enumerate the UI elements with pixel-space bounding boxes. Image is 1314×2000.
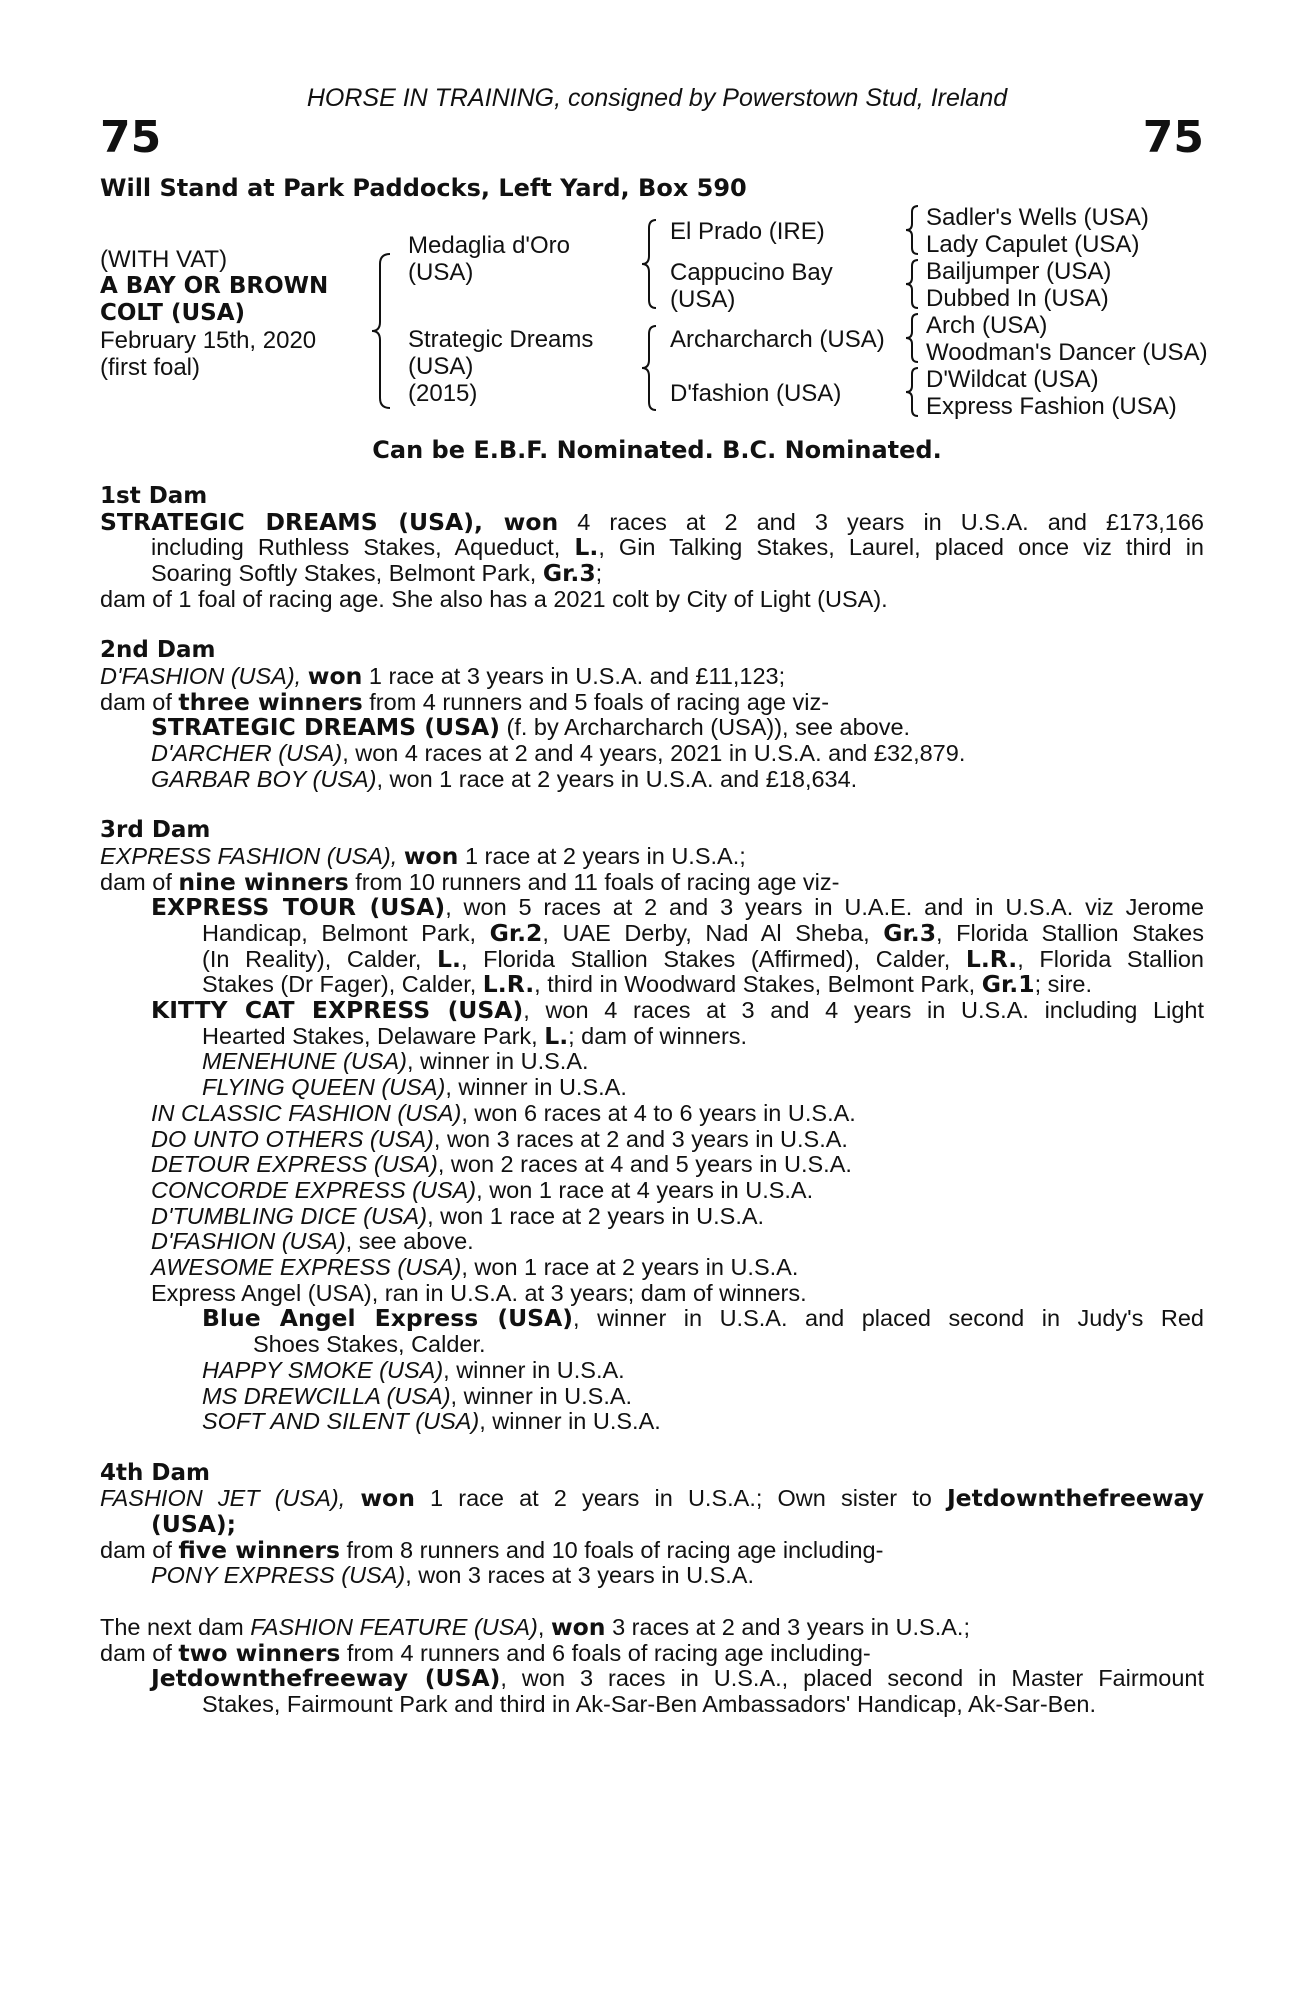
dam4-t4a: PONY EXPRESS (USA) bbox=[151, 1562, 406, 1589]
nd-t1b: FASHION FEATURE (USA) bbox=[250, 1613, 538, 1640]
next-dam-line2 bbox=[100, 1638, 1204, 1667]
nd-t1c: , bbox=[537, 1613, 551, 1640]
dam-country: (USA) bbox=[408, 353, 474, 380]
dam-sire: Archarcharch (USA) bbox=[670, 326, 885, 353]
kc1b: , won 4 races at 3 and 4 years in U.S.A. including Light bbox=[523, 997, 1204, 1024]
dam2-t2c: from 4 runners and 5 foals of racing age viz- bbox=[362, 688, 830, 715]
dam1-t2c: , Gin Talking Stakes, Laurel, placed once viz third in bbox=[598, 534, 1204, 561]
sibling-line5 bbox=[100, 1204, 1204, 1230]
foal-note: (first foal) bbox=[100, 354, 201, 381]
sire-country: (USA) bbox=[408, 259, 474, 286]
sdd: Dubbed In (USA) bbox=[926, 285, 1109, 312]
g3b: , winner in U.S.A. bbox=[479, 1408, 661, 1435]
dam4-line3 bbox=[100, 1535, 1204, 1564]
dam1-t3c: ; bbox=[595, 560, 603, 587]
dam2-line1 bbox=[100, 661, 1204, 690]
sibling-line7 bbox=[100, 1255, 1204, 1281]
et3b: L. bbox=[437, 944, 461, 973]
nomination-note: Can be E.B.F. Nominated. B.C. Nominated. bbox=[372, 436, 942, 464]
horse-name-line2: COLT (USA) bbox=[100, 300, 246, 326]
pedigree-brace-dam bbox=[640, 324, 660, 412]
dam2-t2a: dam of bbox=[100, 688, 179, 715]
dam4-t3c: from 8 runners and 10 foals of racing age including- bbox=[339, 1536, 884, 1563]
et3e: , Florida Stallion bbox=[1017, 945, 1204, 972]
g2b: , winner in U.S.A. bbox=[450, 1382, 633, 1409]
ssd: Lady Capulet (USA) bbox=[926, 231, 1140, 258]
sss: Sadler's Wells (USA) bbox=[926, 204, 1149, 231]
kc1a: KITTY CAT EXPRESS (USA) bbox=[151, 996, 524, 1025]
sire-name: Medaglia d'Oro bbox=[408, 232, 570, 259]
dam4-line2: (USA); bbox=[151, 1510, 237, 1539]
sibling-line6 bbox=[100, 1229, 1204, 1255]
dam3-t2a: dam of bbox=[100, 868, 179, 895]
grand-line1 bbox=[100, 1358, 1204, 1384]
s4a: CONCORDE EXPRESS (USA) bbox=[151, 1176, 477, 1203]
dam1-t3b: Gr.3 bbox=[542, 559, 596, 588]
et3c: , Florida Stallion Stakes (Affirmed), Calder, bbox=[460, 945, 966, 972]
s6a: D'FASHION (USA) bbox=[151, 1228, 346, 1255]
et4c: , third in Woodward Stakes, Belmont Park, bbox=[534, 971, 982, 998]
g1a: HAPPY SMOKE (USA) bbox=[202, 1356, 444, 1383]
next-dam-line3 bbox=[100, 1666, 1204, 1692]
s1b: , won 6 races at 4 to 6 years in U.S.A. bbox=[461, 1099, 856, 1126]
pedigree-brace-ss bbox=[904, 204, 922, 256]
nd-t1d: won bbox=[550, 1612, 606, 1641]
dam2-line3 bbox=[100, 715, 1204, 741]
dam2-line4 bbox=[100, 741, 1204, 767]
dam4-t1b: won bbox=[360, 1484, 415, 1513]
catalogue-body bbox=[100, 484, 1204, 1718]
stand-location: Will Stand at Park Paddocks, Left Yard, Box 590 bbox=[100, 174, 747, 202]
dsd: Woodman's Dancer (USA) bbox=[926, 339, 1208, 366]
sibling-line2 bbox=[100, 1127, 1204, 1153]
ddd: Express Fashion (USA) bbox=[926, 393, 1177, 420]
dds: D'Wildcat (USA) bbox=[926, 366, 1099, 393]
s2a: DO UNTO OTHERS (USA) bbox=[151, 1125, 434, 1152]
dam3-t1c: 1 race at 2 years in U.S.A.; bbox=[458, 842, 746, 869]
et1a: EXPRESS TOUR (USA) bbox=[151, 893, 446, 922]
dam4-t1c: 1 race at 2 years in U.S.A.; Own sister to bbox=[414, 1485, 947, 1512]
g1b: , winner in U.S.A. bbox=[443, 1356, 625, 1383]
catalogue-header: HORSE IN TRAINING, consigned by Powerstown Stud, Ireland bbox=[306, 84, 1008, 112]
dam2-t3b: (f. by Archarcharch (USA)), see above. bbox=[499, 714, 911, 741]
sibling-line3 bbox=[100, 1152, 1204, 1178]
dam1-heading: 1st Dam bbox=[100, 483, 208, 509]
dam2-t5b: , won 1 race at 2 years in U.S.A. and £18,634. bbox=[376, 765, 858, 792]
flying-queen-line bbox=[100, 1075, 1204, 1101]
dam2-t1a: D'FASHION (USA), bbox=[100, 662, 308, 689]
et2d: Gr.3 bbox=[883, 918, 937, 947]
s7b: , won 1 race at 2 years in U.S.A. bbox=[461, 1254, 799, 1281]
dam1-text1: 4 races at 2 and 3 years in U.S.A. and £173,166 bbox=[558, 508, 1205, 535]
dam2-line5 bbox=[100, 767, 1204, 793]
et2e: , Florida Stallion Stakes bbox=[936, 919, 1204, 946]
sibling-line1 bbox=[100, 1101, 1204, 1127]
dam4-line4 bbox=[100, 1563, 1204, 1589]
m1a: MENEHUNE (USA) bbox=[202, 1048, 407, 1075]
horse-name-line1: A BAY OR BROWN bbox=[100, 273, 329, 299]
pedigree-brace-sd bbox=[904, 258, 922, 310]
dam2-line2 bbox=[100, 687, 1204, 716]
dam3-heading: 3rd Dam bbox=[100, 817, 211, 844]
dam2-t3a: STRATEGIC DREAMS (USA) bbox=[151, 713, 500, 742]
dam3-t1a: EXPRESS FASHION (USA), bbox=[100, 842, 404, 869]
pedigree-brace-main bbox=[370, 252, 394, 410]
dam1-line2 bbox=[100, 535, 1204, 561]
dam2-heading: 2nd Dam bbox=[100, 637, 216, 664]
dam4-t3b: five winners bbox=[178, 1535, 340, 1564]
s7a: AWESOME EXPRESS (USA) bbox=[151, 1254, 462, 1281]
nd-t1a: The next dam bbox=[100, 1613, 251, 1640]
lot-number-right: 75 bbox=[1142, 112, 1204, 163]
s2b: , won 3 races at 2 and 3 years in U.S.A. bbox=[433, 1125, 848, 1152]
nd-t3a: Jetdownthefreeway (USA) bbox=[151, 1664, 501, 1693]
et2c: , UAE Derby, Nad Al Sheba, bbox=[542, 919, 884, 946]
m2a: FLYING QUEEN (USA) bbox=[202, 1074, 446, 1101]
grand-line2 bbox=[100, 1384, 1204, 1410]
et2b: Gr.2 bbox=[489, 918, 543, 947]
s3a: DETOUR EXPRESS (USA) bbox=[151, 1151, 438, 1178]
ba1a: Blue Angel Express (USA) bbox=[202, 1304, 574, 1333]
express-tour-line3 bbox=[100, 944, 1204, 973]
dam4-t4b: , won 3 races at 3 years in U.S.A. bbox=[405, 1562, 754, 1589]
et4b: L.R. bbox=[482, 970, 535, 999]
dam2-t1b: won bbox=[307, 661, 363, 690]
nd-t2c: from 4 runners and 6 foals of racing age including- bbox=[340, 1639, 871, 1666]
dam2-t4b: , won 4 races at 2 and 4 years, 2021 in U.S.A. and £32,879. bbox=[342, 740, 966, 767]
kitty-cat-line2 bbox=[100, 1021, 1204, 1050]
et2a: Handicap, Belmont Park, bbox=[202, 919, 490, 946]
et3d: L.R. bbox=[965, 944, 1018, 973]
foaling-date: February 15th, 2020 bbox=[100, 327, 317, 354]
sire-sire: El Prado (IRE) bbox=[670, 218, 825, 245]
pedigree-brace-dd bbox=[904, 366, 922, 418]
s5b: , won 1 race at 2 years in U.S.A. bbox=[427, 1202, 765, 1229]
kc2a: Hearted Stakes, Delaware Park, bbox=[202, 1022, 545, 1049]
et1b: , won 5 races at 2 and 3 years in U.A.E. and in U.S.A. viz Jerome bbox=[445, 894, 1204, 921]
dam1-line1 bbox=[100, 507, 1205, 536]
m1b: , winner in U.S.A. bbox=[406, 1048, 589, 1075]
dam2-t2b: three winners bbox=[178, 687, 363, 716]
dam1-t3a: Soaring Softly Stakes, Belmont Park, bbox=[151, 560, 543, 587]
dam3-t1b: won bbox=[403, 841, 459, 870]
kc2b: L. bbox=[544, 1021, 569, 1050]
dam1-t2a: including Ruthless Stakes, Aqueduct, bbox=[151, 534, 575, 561]
dam4-t1d: Jetdownthefreeway bbox=[946, 1484, 1205, 1513]
ba1b: , winner in U.S.A. and placed second in Judy's Red bbox=[573, 1305, 1205, 1332]
nd-t1e: 3 races at 2 and 3 years in U.S.A.; bbox=[605, 1613, 970, 1640]
dam2-t5a: GARBAR BOY (USA) bbox=[151, 765, 377, 792]
s5a: D'TUMBLING DICE (USA) bbox=[151, 1202, 428, 1229]
dam2-t1c: 1 race at 3 years in U.S.A. and £11,123; bbox=[362, 662, 786, 689]
next-dam-line4: Stakes, Fairmount Park and third in Ak-Sar-Ben Ambassadors' Handicap, Ak-Sar-Ben. bbox=[202, 1690, 1096, 1717]
dam-name: Strategic Dreams bbox=[408, 326, 594, 353]
et4a: Stakes (Dr Fager), Calder, bbox=[202, 971, 483, 998]
dam4-t1a: FASHION JET (USA), bbox=[100, 1485, 361, 1512]
menehune-line bbox=[100, 1049, 1204, 1075]
g3a: SOFT AND SILENT (USA) bbox=[202, 1408, 480, 1435]
dam1-line3 bbox=[100, 561, 1204, 587]
express-tour-line1 bbox=[100, 895, 1204, 921]
dam4-heading: 4th Dam bbox=[100, 1459, 210, 1486]
kc2c: ; dam of winners. bbox=[568, 1022, 748, 1049]
sire-dam-country: (USA) bbox=[670, 286, 736, 313]
pedigree-brace-ds bbox=[904, 312, 922, 364]
nd-t2b: two winners bbox=[178, 1638, 341, 1667]
dam4-line1 bbox=[100, 1486, 1204, 1512]
dam1-line4: dam of 1 foal of racing age. She also has a 2021 colt by City of Light (USA). bbox=[100, 585, 888, 612]
et4d: Gr.1 bbox=[981, 970, 1035, 999]
dam1-name: STRATEGIC DREAMS (USA), won bbox=[100, 507, 559, 536]
dam1-t2b: L. bbox=[574, 533, 599, 562]
blue-angel-line2: Shoes Stakes, Calder. bbox=[253, 1331, 486, 1358]
dam2-t4a: D'ARCHER (USA) bbox=[151, 740, 343, 767]
nd-t3b: , won 3 races in U.S.A., placed second in Master Fairmount bbox=[500, 1665, 1204, 1692]
dam-year: (2015) bbox=[408, 380, 478, 407]
dam3-t2c: from 10 runners and 11 foals of racing age viz- bbox=[348, 868, 840, 895]
sibling-line8: Express Angel (USA), ran in U.S.A. at 3 years; dam of winners. bbox=[151, 1279, 807, 1306]
et4e: ; sire. bbox=[1034, 971, 1093, 998]
dam4-t3a: dam of bbox=[100, 1536, 179, 1563]
dss: Arch (USA) bbox=[926, 312, 1048, 339]
sibling-line4 bbox=[100, 1178, 1204, 1204]
express-tour-line2 bbox=[100, 918, 1204, 947]
express-tour-line4 bbox=[100, 972, 1204, 998]
pedigree-brace-sire bbox=[640, 218, 660, 310]
et3a: (In Reality), Calder, bbox=[202, 945, 438, 972]
g2a: MS DREWCILLA (USA) bbox=[202, 1382, 451, 1409]
lot-number-left: 75 bbox=[100, 112, 162, 163]
sire-dam-name: Cappucino Bay bbox=[670, 259, 833, 286]
s4b: , won 1 race at 4 years in U.S.A. bbox=[476, 1176, 814, 1203]
s1a: IN CLASSIC FASHION (USA) bbox=[151, 1099, 462, 1126]
blue-angel-line1 bbox=[100, 1306, 1204, 1332]
vat-note: (WITH VAT) bbox=[100, 246, 228, 273]
s6b: , see above. bbox=[345, 1228, 474, 1255]
s3b: , won 2 races at 4 and 5 years in U.S.A. bbox=[437, 1151, 852, 1178]
dam3-t2b: nine winners bbox=[178, 867, 349, 896]
dam3-line2 bbox=[100, 867, 1204, 896]
dam3-line1 bbox=[100, 841, 1204, 870]
grand-line3 bbox=[100, 1409, 1204, 1435]
next-dam-line1 bbox=[100, 1612, 1204, 1641]
dam-dam: D'fashion (USA) bbox=[670, 380, 842, 407]
kitty-cat-line1 bbox=[100, 998, 1204, 1024]
sds: Bailjumper (USA) bbox=[926, 258, 1112, 285]
m2b: , winner in U.S.A. bbox=[445, 1074, 627, 1101]
nd-t2a: dam of bbox=[100, 1639, 179, 1666]
